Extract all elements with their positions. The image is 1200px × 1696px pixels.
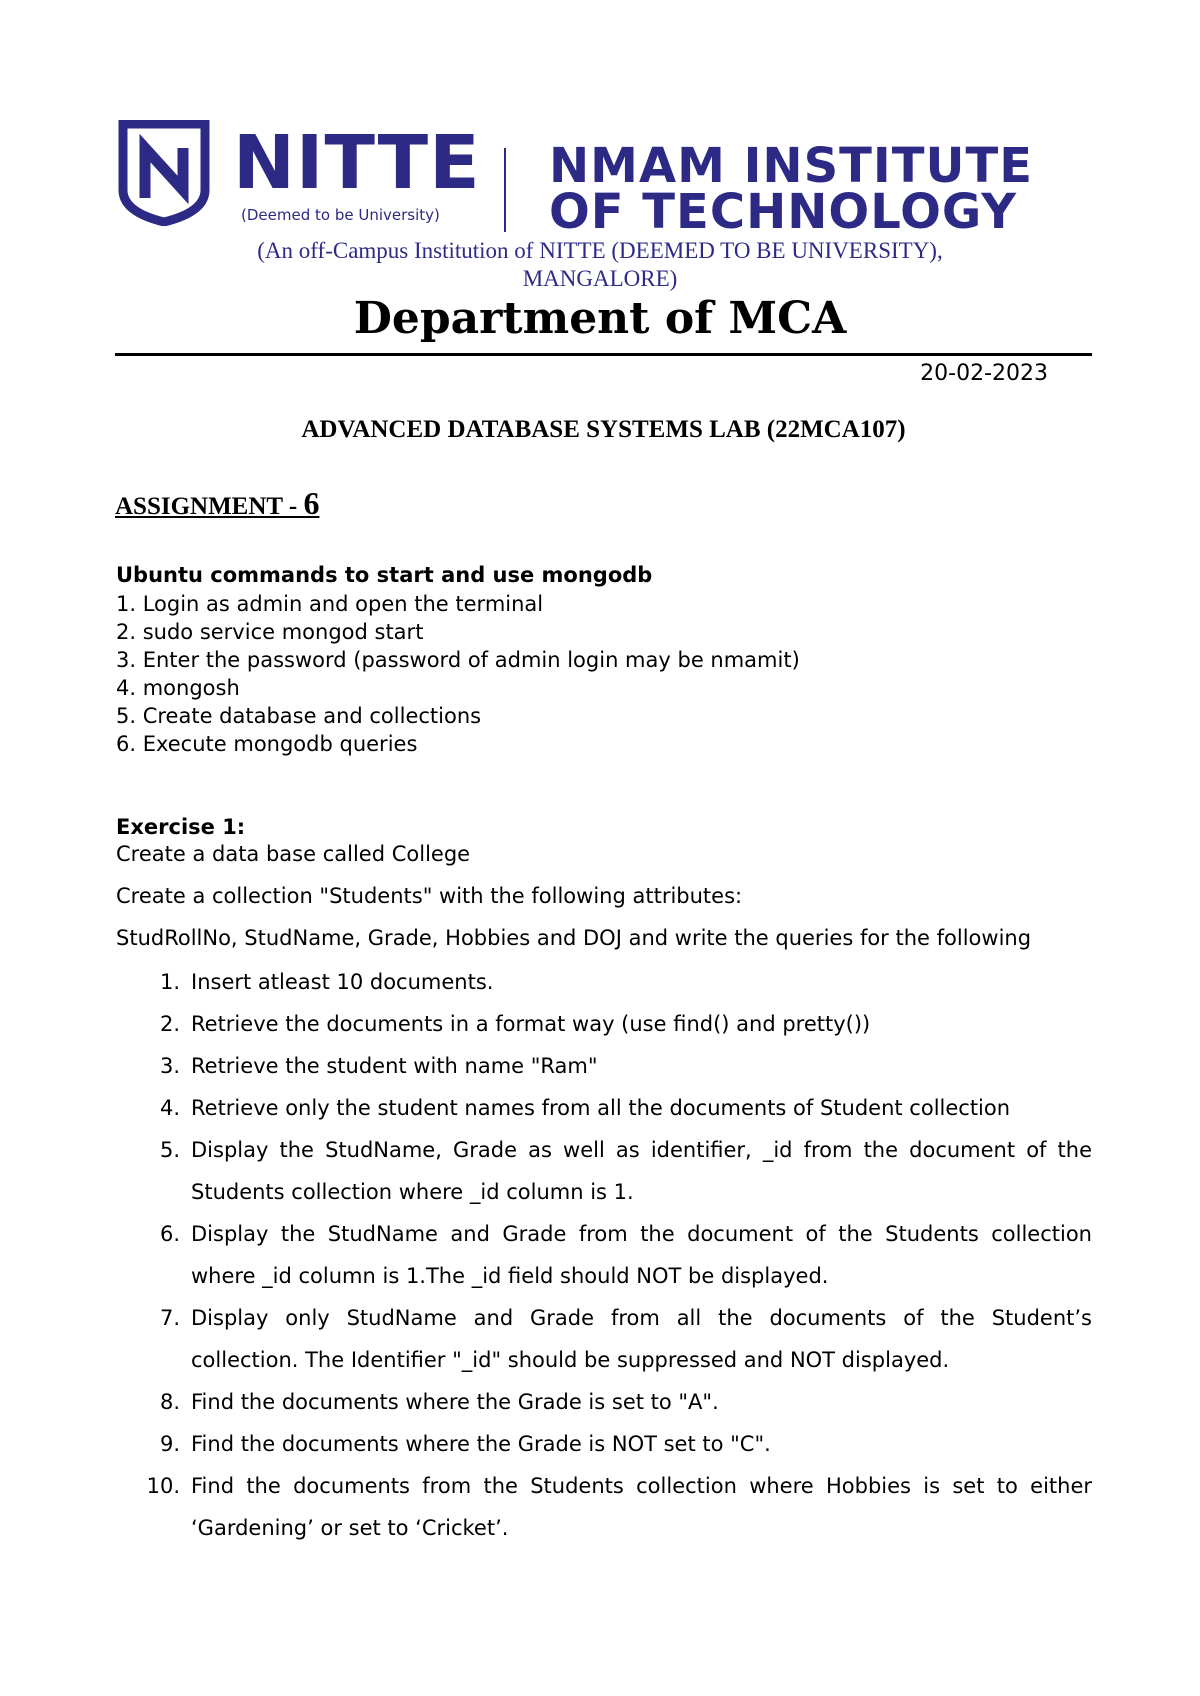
assignment-number: 6 xyxy=(303,485,320,521)
list-item xyxy=(140,1003,1092,1045)
list-item xyxy=(140,1423,1092,1465)
list-item: 5. Create database and collections xyxy=(116,704,482,728)
list-item: 6. Execute mongodb queries xyxy=(116,732,418,756)
list-item xyxy=(140,1087,1092,1129)
ubuntu-section-heading: Ubuntu commands to start and use mongodb xyxy=(116,563,653,587)
list-item xyxy=(140,1213,1092,1297)
question-number: 8. xyxy=(159,1390,180,1414)
assignment-heading xyxy=(115,485,319,522)
list-item xyxy=(140,1129,1092,1213)
department-title: Department of MCA xyxy=(353,293,847,344)
affiliation-line1: (An off-Campus Institution of NITTE (DEEMED TO BE UNIVERSITY), xyxy=(257,238,943,263)
question-number: 1. xyxy=(159,970,180,994)
list-item xyxy=(140,1465,1092,1549)
question-number: 9. xyxy=(159,1432,180,1456)
question-number: 5. xyxy=(159,1138,180,1162)
list-item xyxy=(140,1297,1092,1381)
header-divider xyxy=(115,353,1092,356)
question-number: 7. xyxy=(159,1306,180,1330)
question-text: Display only StudName and Grade from all the documents of the Student’s collection. The Identifier "_id" should be suppressed and NOT displayed. xyxy=(191,1306,1092,1372)
logo-divider xyxy=(504,148,506,232)
question-number: 4. xyxy=(159,1096,180,1120)
question-number: 6. xyxy=(159,1222,180,1246)
course-title: ADVANCED DATABASE SYSTEMS LAB (22MCA107) xyxy=(301,416,906,443)
list-item xyxy=(140,1381,1092,1423)
question-text: Find the documents from the Students collection where Hobbies is set to either ‘Gardening’ or set to ‘Cricket’. xyxy=(191,1474,1092,1540)
question-number: 10. xyxy=(146,1474,180,1498)
exercise-intro-line2: Create a collection "Students" with the following attributes: xyxy=(116,884,743,908)
list-item xyxy=(140,961,1092,1003)
institute-name-line1: NMAM INSTITUTE xyxy=(549,138,1034,194)
nitte-emblem-icon xyxy=(117,120,211,226)
question-text: Display the StudName, Grade as well as identifier, _id from the document of the Students collection where _id column is 1. xyxy=(191,1138,1092,1204)
logo-nitte-wordmark: NITTE xyxy=(233,120,481,206)
ubuntu-steps-list xyxy=(116,590,800,758)
question-number: 3. xyxy=(159,1054,180,1078)
exercise-intro-line1: Create a data base called College xyxy=(116,842,471,866)
document-date: 20-02-2023 xyxy=(920,361,1048,386)
question-text: Retrieve the student with name "Ram" xyxy=(191,1054,598,1078)
question-text: Display the StudName and Grade from the document of the Students collection where _id column is 1.The _id field should NOT be displayed. xyxy=(191,1222,1092,1288)
list-item xyxy=(140,1045,1092,1087)
list-item: 3. Enter the password (password of admin login may be nmamit) xyxy=(116,648,800,672)
question-text: Find the documents where the Grade is set to "A". xyxy=(191,1390,719,1414)
list-item: 1. Login as admin and open the terminal xyxy=(116,592,544,616)
question-text: Find the documents where the Grade is NOT set to "C". xyxy=(191,1432,771,1456)
list-item: 4. mongosh xyxy=(116,676,240,700)
question-text: Retrieve the documents in a format way (use find() and pretty()) xyxy=(191,1012,871,1036)
question-text: Retrieve only the student names from all the documents of Student collection xyxy=(191,1096,1011,1120)
logo-tagline: (Deemed to be University) xyxy=(241,206,440,224)
exercise-questions-list xyxy=(140,961,1092,1549)
exercise-heading: Exercise 1: xyxy=(116,815,246,839)
list-item: 2. sudo service mongod start xyxy=(116,620,424,644)
institution-logo xyxy=(117,120,1087,240)
institute-name-line2: OF TECHNOLOGY xyxy=(549,184,1017,240)
exercise-intro-line3: StudRollNo, StudName, Grade, Hobbies and DOJ and write the queries for the following xyxy=(116,926,1032,950)
affiliation-line2: MANGALORE) xyxy=(522,266,678,291)
assignment-label: ASSIGNMENT - xyxy=(115,493,304,520)
question-text: Insert atleast 10 documents. xyxy=(191,970,494,994)
question-number: 2. xyxy=(159,1012,180,1036)
